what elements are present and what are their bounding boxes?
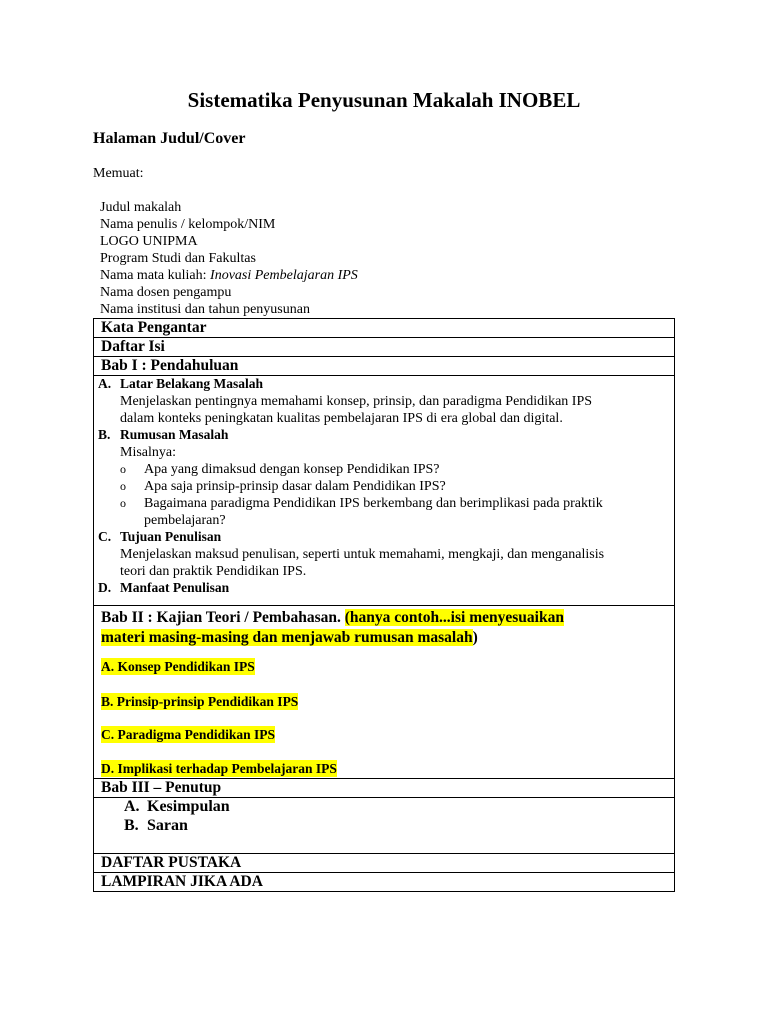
bab1-section-a — [98, 376, 263, 392]
bullet-icon: o — [120, 479, 126, 493]
bab2-note-close: ) — [472, 629, 478, 646]
question-item-continued: pembelajaran? — [144, 513, 226, 528]
cover-item: LOGO UNIPMA — [100, 234, 198, 249]
bab1-section-d — [98, 580, 229, 596]
bab2-heading — [101, 608, 661, 648]
outline-table — [93, 318, 675, 892]
section-title: Latar Belakang Masalah — [120, 376, 264, 391]
row-lampiran — [93, 873, 675, 892]
row-kata-pengantar — [93, 318, 675, 338]
section-title: Manfaat Penulisan — [120, 580, 230, 595]
bab1-c-line: teori dan praktik Pendidikan IPS. — [120, 564, 307, 579]
course-name: Inovasi Pembelajaran IPS — [210, 268, 358, 283]
bab1-title: Bab I : Pendahuluan — [101, 357, 239, 374]
bab3-item-saran: B. Saran — [124, 817, 188, 834]
bab3-title: Bab III – Penutup — [101, 779, 222, 796]
item-letter: B. — [124, 817, 139, 834]
cover-item: Judul makalah — [100, 200, 182, 215]
item-letter: A. — [124, 798, 140, 815]
bab2-note-highlight: (hanya contoh...isi menyesuaikan — [344, 609, 564, 626]
row-daftar-pustaka — [93, 854, 675, 873]
cover-item-course — [100, 267, 358, 284]
bab2-item: A. Konsep Pendidikan IPS — [101, 659, 255, 674]
cover-items-list — [100, 199, 358, 318]
section-title: Rumusan Masalah — [120, 427, 229, 442]
section-title: Tujuan Penulisan — [120, 529, 222, 544]
question-item: o Apa yang dimaksud dengan konsep Pendidikan IPS? — [120, 462, 440, 477]
row-bab3-content — [93, 798, 675, 854]
bab3-item-kesimpulan: A. Kesimpulan — [124, 798, 230, 815]
question-item: o Apa saja prinsip-prinsip dasar dalam Pendidikan IPS? — [120, 479, 446, 494]
bullet-icon: o — [120, 462, 126, 476]
daftar-isi-label: Daftar Isi — [101, 338, 165, 355]
row-bab2 — [93, 606, 675, 779]
section-letter: A. — [98, 376, 112, 391]
bab2-item: D. Implikasi terhadap Pembelajaran IPS — [101, 761, 337, 776]
section-letter: C. — [98, 529, 112, 544]
bab1-a-line: Menjelaskan pentingnya memahami konsep, prinsip, dan paradigma Pendidikan IPS — [120, 394, 593, 409]
cover-item: Program Studi dan Fakultas — [100, 251, 256, 266]
bab1-b-intro: Misalnya: — [120, 445, 176, 460]
question-item: o Bagaimana paradigma Pendidikan IPS berkembang dan berimplikasi pada praktik — [120, 496, 603, 511]
bab1-section-c — [98, 529, 221, 545]
row-bab1-content — [93, 376, 675, 606]
section-letter: D. — [98, 580, 112, 595]
daftar-pustaka-label: DAFTAR PUSTAKA — [101, 854, 242, 871]
section-letter: B. — [98, 427, 111, 442]
bab1-section-b — [98, 427, 228, 443]
document-title: Sistematika Penyusunan Makalah INOBEL — [187, 88, 581, 112]
bab2-note-highlight: materi masing-masing dan menjawab rumusan masalah — [101, 629, 473, 646]
bab2-title: Bab II : Kajian Teori / Pembahasan. — [101, 609, 345, 626]
bab1-a-line: dalam konteks peningkatan kualitas pembelajaran IPS di era global dan digital. — [120, 411, 563, 426]
cover-item: Nama institusi dan tahun penyusunan — [100, 302, 310, 317]
kata-pengantar-label: Kata Pengantar — [101, 319, 207, 336]
cover-item: Nama penulis / kelompok/NIM — [100, 217, 276, 232]
bullet-icon: o — [120, 496, 126, 510]
cover-heading: Halaman Judul/Cover — [93, 130, 246, 147]
bab2-item: B. Prinsip-prinsip Pendidikan IPS — [101, 694, 299, 709]
lampiran-label: LAMPIRAN JIKA ADA — [101, 873, 263, 890]
course-label: Nama mata kuliah: — [100, 268, 211, 283]
row-bab1-heading — [93, 357, 675, 376]
bab2-item: C. Paradigma Pendidikan IPS — [101, 727, 276, 742]
cover-intro: Memuat: — [93, 166, 144, 181]
cover-item: Nama dosen pengampu — [100, 285, 232, 300]
bab1-c-line: Menjelaskan maksud penulisan, seperti untuk memahami, mengkaji, dan menganalisis — [120, 547, 605, 562]
row-daftar-isi — [93, 338, 675, 357]
row-bab3-heading — [93, 779, 675, 798]
